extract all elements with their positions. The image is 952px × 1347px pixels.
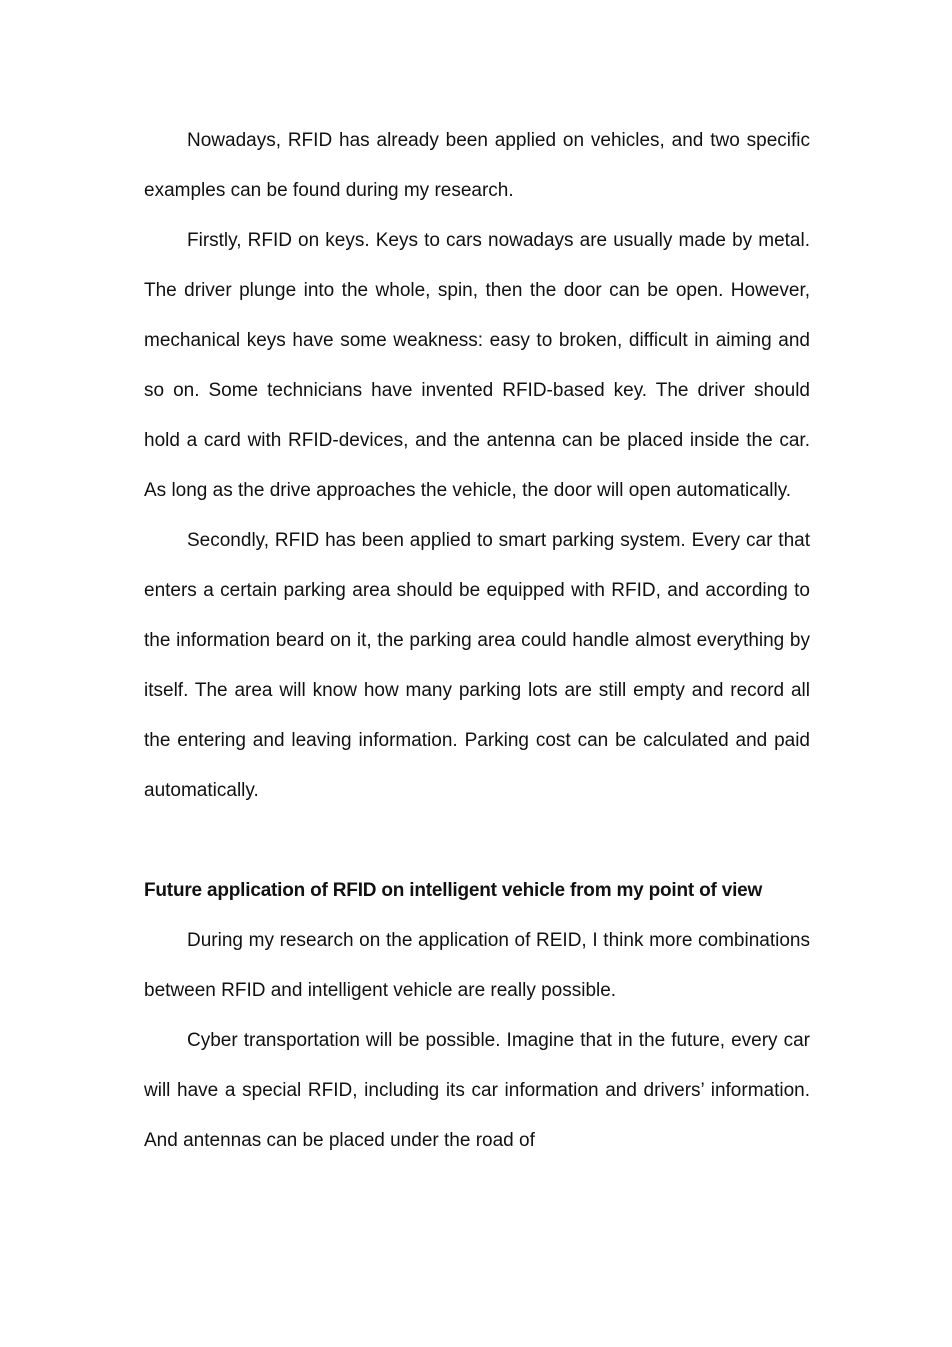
paragraph-rfid-keys: Firstly, RFID on keys. Keys to cars nowadays are usually made by metal. The driver plunge into the whole, spin, then the door can be open. However, mechanical keys have some weakness: easy to broken, difficult in aiming and so on. Some technicians have invented RFID-based key. The driver should hold a card with RFID-devices, and the antenna can be placed inside the car. As long as the drive approaches the vehicle, the door will open automatically.	[144, 230, 810, 501]
document-body	[144, 116, 810, 1166]
paragraph-research-combinations: During my research on the application of REID, I think more combinations between RFID and intelligent vehicle are really possible.	[144, 930, 810, 1001]
paragraph-intro: Nowadays, RFID has already been applied on vehicles, and two specific examples can be found during my research.	[144, 130, 810, 201]
paragraph-cyber-transportation: Cyber transportation will be possible. Imagine that in the future, every car will have a special RFID, including its car information and drivers’ information. And antennas can be placed under the road of	[144, 1030, 810, 1151]
paragraph-smart-parking: Secondly, RFID has been applied to smart parking system. Every car that enters a certain parking area should be equipped with RFID, and according to the information beard on it, the parking area could handle almost everything by itself. The area will know how many parking lots are still empty and record all the entering and leaving information. Parking cost can be calculated and paid automatically.	[144, 530, 810, 801]
section-spacer	[144, 816, 810, 866]
section-heading: Future application of RFID on intelligent vehicle from my point of view	[144, 880, 763, 901]
